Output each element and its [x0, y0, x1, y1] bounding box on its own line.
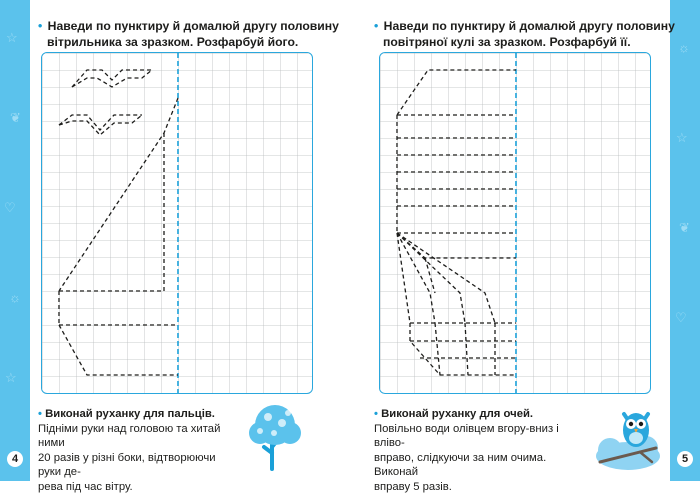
- right-exercise-line-2: вправо, слідкуючи за ним очима. Виконай: [374, 451, 574, 480]
- sun-doodle-icon: ☼: [9, 290, 21, 305]
- left-task-line-1: Наведи по пунктиру й домалюй другу половину: [48, 19, 339, 33]
- left-task-line-2: вітрильника за зразком. Розфарбуй його.: [38, 34, 339, 50]
- page-number-right: 5: [677, 451, 693, 467]
- right-margin-band: [670, 0, 700, 481]
- right-task-instruction: [374, 18, 675, 50]
- star-doodle-icon: ☆: [5, 370, 17, 386]
- right-task-line-2: повітряної кулі за зразком. Розфарбуй її.: [374, 34, 675, 50]
- bullet-icon: •: [374, 19, 378, 33]
- right-exercise-line-1: Повільно води олівцем вгору-вниз і вліво-: [374, 422, 574, 451]
- owl-icon: [588, 400, 668, 477]
- left-task-instruction: [38, 18, 339, 50]
- left-margin-band: [0, 0, 30, 481]
- bullet-icon: •: [38, 408, 42, 420]
- leaf-doodle-icon: ❦: [10, 110, 21, 126]
- star-doodle-icon: ☆: [676, 130, 688, 146]
- hot-air-balloon-drawing: [380, 53, 650, 393]
- heart-doodle-icon: ♡: [675, 310, 687, 326]
- left-exercise-line-1: Підніми руки над головою та хитай ними: [38, 422, 238, 451]
- right-exercise-title: Виконай руханку для очей.: [381, 408, 533, 420]
- right-exercise-line-3: вправу 5 разів.: [374, 480, 574, 494]
- leaf-doodle-icon: ❦: [679, 220, 690, 236]
- right-task-line-1: Наведи по пунктиру й домалюй другу половину: [384, 19, 675, 33]
- sailboat-drawing: [42, 53, 312, 393]
- sun-doodle-icon: ☼: [678, 40, 690, 55]
- left-exercise-title: Виконай руханку для пальців.: [45, 408, 215, 420]
- left-grid-worksheet[interactable]: [41, 52, 313, 394]
- bullet-icon: •: [38, 19, 42, 33]
- tree-icon: [244, 403, 306, 476]
- heart-doodle-icon: ♡: [4, 200, 16, 216]
- bullet-icon: •: [374, 408, 378, 420]
- star-doodle-icon: ☆: [6, 30, 18, 46]
- right-grid-worksheet[interactable]: [379, 52, 651, 394]
- left-exercise-line-3: рева під час вітру.: [38, 480, 238, 494]
- left-exercise-line-2: 20 разів у різні боки, відтворюючи руки де-: [38, 451, 238, 480]
- page-number-left: 4: [7, 451, 23, 467]
